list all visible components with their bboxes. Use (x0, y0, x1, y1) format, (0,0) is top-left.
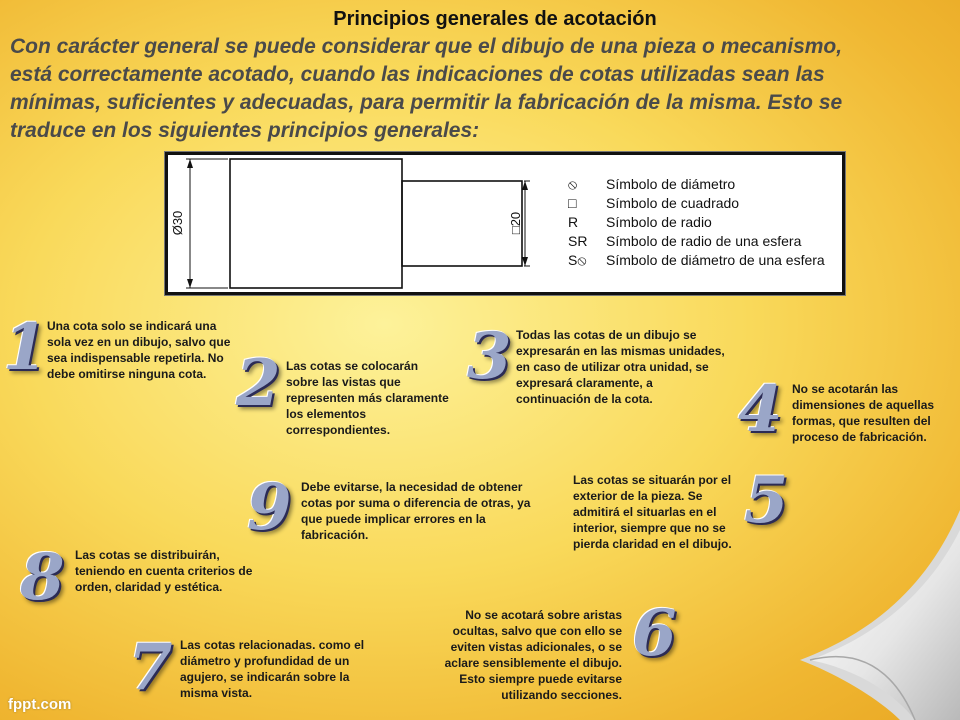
principle-number-1: 1 (3, 310, 48, 385)
principle-number-3: 3 (467, 319, 512, 394)
legend-label: Símbolo de radio de una esfera (606, 233, 802, 249)
principle-number-5: 5 (744, 463, 789, 538)
legend-row (568, 213, 825, 232)
principle-text-8: Las cotas se distribuirán, teniendo en cuenta criterios de orden, claridad y estética. (75, 548, 253, 594)
principle-text-5: Las cotas se situarán por el exterior de la pieza. Se admitirá el situarlas en el interior, siempre que no se pierda claridad en el dibujo. (573, 473, 732, 551)
part-large-section (230, 159, 402, 288)
legend-symbol: S⦸ (568, 252, 587, 268)
intro-line: traduce en los siguientes principios generales: (10, 119, 480, 142)
legend-row (568, 194, 825, 213)
slide-title: Principios generales de acotación (333, 8, 657, 30)
intro-paragraph (10, 33, 960, 145)
legend-symbol: SR (568, 233, 588, 249)
principle-number-9: 9 (247, 470, 292, 545)
principle-text-1: Una cota solo se indicará una sola vez en un dibujo, salvo que sea indispensable repetirla. No debe omitirse ninguna cota. (47, 319, 231, 381)
intro-line: mínimas, suficientes y adecuadas, para permitir la fabricación de la misma. Esto se (10, 91, 843, 114)
legend-label: Símbolo de diámetro (606, 176, 736, 192)
fppt-watermark[interactable]: fppt.com (8, 696, 72, 713)
legend-row (568, 251, 825, 270)
page-curl-decoration (730, 510, 960, 720)
symbol-legend (568, 175, 825, 270)
legend-row (568, 175, 825, 194)
legend-symbol: R (568, 214, 579, 230)
legend-row (568, 232, 825, 251)
dimension-square-label: □20 (508, 211, 523, 235)
legend-symbol: □ (568, 195, 577, 211)
principle-text-2: Las cotas se colocarán sobre las vistas que representen más claramente los elementos correspondientes. (286, 359, 449, 437)
part-small-section (402, 181, 522, 266)
intro-line: Con carácter general se puede considerar que el dibujo de una pieza o mecanismo, (10, 35, 843, 58)
legend-label: Símbolo de diámetro de una esfera (606, 252, 825, 268)
intro-line: está correctamente acotado, cuando las indicaciones de cotas utilizadas sean las (10, 63, 825, 86)
principle-number-2: 2 (236, 346, 281, 421)
principle-number-8: 8 (20, 540, 65, 615)
dimension-figure (165, 152, 845, 295)
legend-symbol: ⦸ (568, 176, 578, 192)
principle-number-7: 7 (128, 630, 173, 705)
principle-text-7: Las cotas relacionadas. como el diámetro y profundidad de un agujero, se indicarán sobre la misma vista. (180, 638, 365, 700)
dimension-diameter-label: Ø30 (170, 210, 185, 236)
legend-label: Símbolo de cuadrado (606, 195, 740, 211)
principle-text-6: No se acotará sobre aristas ocultas, salvo que con ello se eviten vistas adicionales, o se aclare sensiblemente el dibujo. Esto siempre puede evitarse utilizando secciones. (444, 608, 622, 702)
principle-text-4: No se acotarán las dimensiones de aquellas formas, que resulten del proceso de fabricación. (792, 382, 935, 444)
principle-text-3: Todas las cotas de un dibujo se expresarán en las mismas unidades, en caso de utilizar otra unidad, se expresará claramente, a continuación de la cota. (516, 328, 725, 406)
principle-number-4: 4 (738, 372, 783, 447)
principle-text-9: Debe evitarse, la necesidad de obtener cotas por suma o diferencia de otras, ya que puede implicar errores en la fabricación. (301, 480, 531, 542)
principle-number-6: 6 (632, 596, 677, 671)
legend-label: Símbolo de radio (606, 214, 712, 230)
